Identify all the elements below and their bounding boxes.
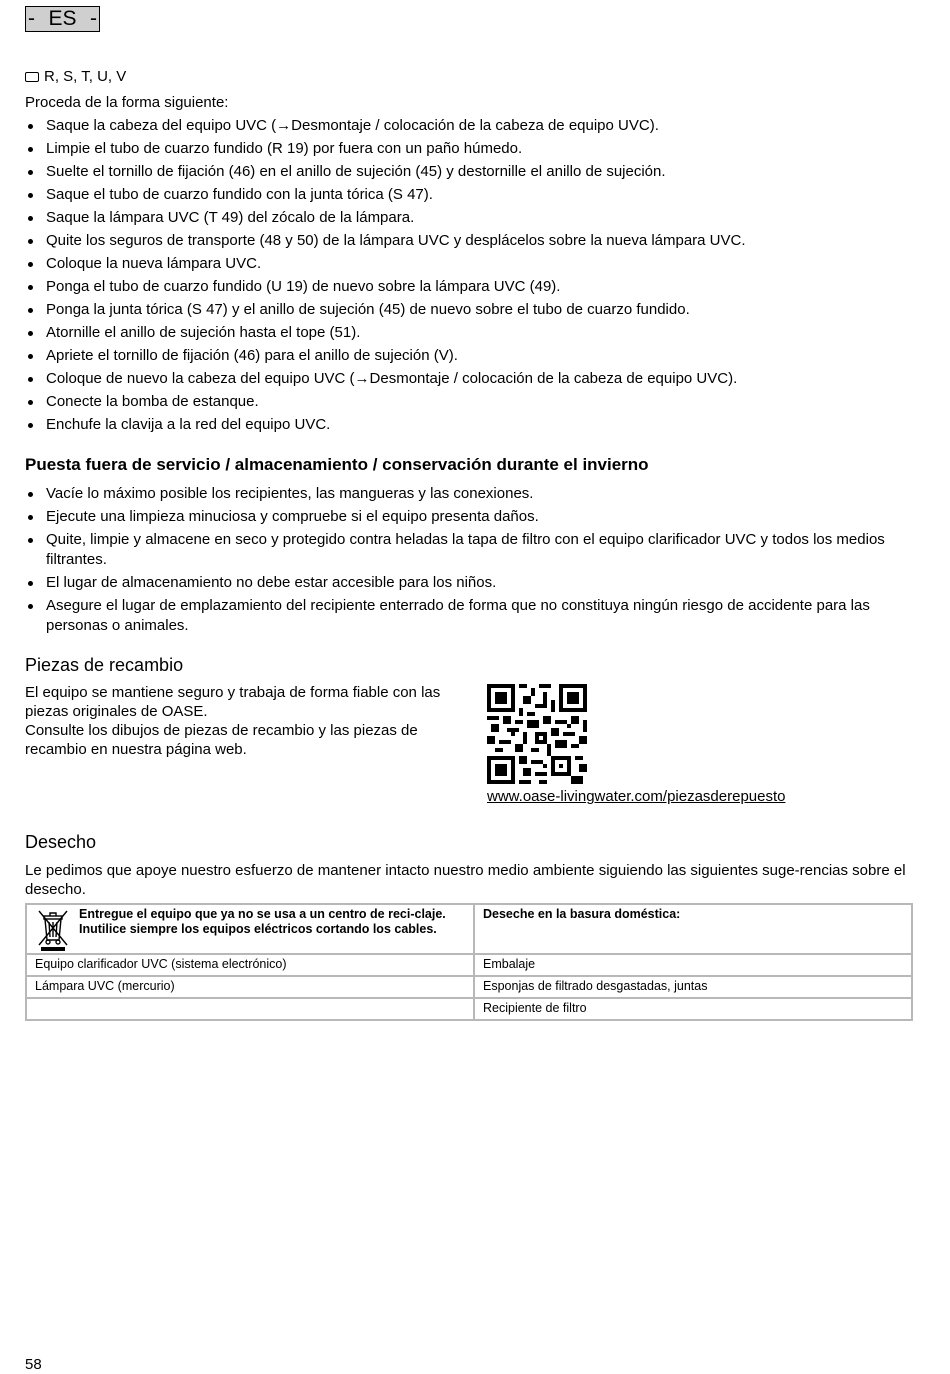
figure-reference xyxy=(25,68,126,85)
table-cell: Equipo clarificador UVC (sistema electrónico) xyxy=(26,954,474,976)
list-item: Ejecute una limpieza minuciosa y compruebe si el equipo presenta daños. xyxy=(25,507,913,527)
list-item: Saque el tubo de cuarzo fundido con la junta tórica (S 47). xyxy=(25,185,913,205)
disposal-table xyxy=(25,903,913,1021)
spare-parts-title: Piezas de recambio xyxy=(25,655,184,675)
disposal-text: Le pedimos que apoye nuestro esfuerzo de mantener intacto nuestro medio ambiente siguiendo las siguientes suge-rencias sobre el desecho. xyxy=(25,862,906,898)
list-item: Limpie el tubo de cuarzo fundido (R 19) por fuera con un paño húmedo. xyxy=(25,139,913,159)
list-item: Coloque la nueva lámpara UVC. xyxy=(25,254,913,274)
table-cell: Lámpara UVC (mercurio) xyxy=(26,976,474,998)
page-number: 58 xyxy=(25,1356,42,1373)
list-item: Conecte la bomba de estanque. xyxy=(25,392,913,412)
list-item: Atornille el anillo de sujeción hasta el tope (51). xyxy=(25,323,913,343)
figure-reference-text: R, S, T, U, V xyxy=(44,68,127,85)
qr-code-icon xyxy=(487,684,587,784)
list-item: Quite los seguros de transporte (48 y 50) de la lámpara UVC y desplácelos sobre la nueva lámpara UVC. xyxy=(25,231,913,251)
list-item: Enchufe la clavija a la red del equipo UVC. xyxy=(25,415,913,435)
spare-parts-link[interactable]: www.oase-livingwater.com/piezasderepuesto xyxy=(487,788,786,805)
language-tag xyxy=(25,6,100,32)
winter-section-title: Puesta fuera de servicio / almacenamiento / conservación durante el invierno xyxy=(25,455,649,474)
list-item: Quite, limpie y almacene en seco y protegido contra heladas la tapa de filtro con el equipo clarificador UVC y todos los medios filtrantes. xyxy=(25,530,913,570)
list-item: El lugar de almacenamiento no debe estar accesible para los niños. xyxy=(25,573,913,593)
figure-icon xyxy=(25,72,39,82)
lang-tag-code: ES xyxy=(48,7,77,30)
table-row xyxy=(26,976,912,998)
procedure-intro: Proceda de la forma siguiente: xyxy=(25,94,229,111)
list-item: Asegure el lugar de emplazamiento del recipiente enterrado de forma que no constituya ningún riesgo de accidente para las personas o animales. xyxy=(25,596,913,636)
table-row xyxy=(26,998,912,1020)
disposal-title: Desecho xyxy=(25,832,97,852)
list-item: Ponga la junta tórica (S 47) y el anillo de sujeción (45) de nuevo sobre el tubo de cuarzo fundido. xyxy=(25,300,913,320)
table-cell: Recipiente de filtro xyxy=(474,998,912,1020)
list-item: Saque la lámpara UVC (T 49) del zócalo de la lámpara. xyxy=(25,208,913,228)
list-item: Saque la cabeza del equipo UVC (→Desmontaje / colocación de la cabeza de equipo UVC). xyxy=(25,116,913,136)
list-item: Suelte el tornillo de fijación (46) en el anillo de sujeción (45) y destornille el anillo de sujeción. xyxy=(25,162,913,182)
crossed-bin-icon xyxy=(33,907,73,951)
winter-steps xyxy=(25,484,913,639)
table-cell xyxy=(26,998,474,1020)
table-header-cell-recycle xyxy=(26,904,474,954)
table-cell: Esponjas de filtrado desgastadas, juntas xyxy=(474,976,912,998)
table-cell: Embalaje xyxy=(474,954,912,976)
list-item: Vacíe lo máximo posible los recipientes, las mangueras y las conexiones. xyxy=(25,484,913,504)
table-row xyxy=(26,954,912,976)
table-row xyxy=(26,904,912,954)
list-item: Coloque de nuevo la cabeza del equipo UVC (→Desmontaje / colocación de la cabeza de equipo UVC). xyxy=(25,369,913,389)
list-item: Apriete el tornillo de fijación (46) para el anillo de sujeción (V). xyxy=(25,346,913,366)
lang-tag-dash-right: - xyxy=(89,7,97,30)
table-header-cell-household: Deseche en la basura doméstica: xyxy=(474,904,912,954)
list-item: Ponga el tubo de cuarzo fundido (U 19) de nuevo sobre la lámpara UVC (49). xyxy=(25,277,913,297)
spare-parts-text-2: Consulte los dibujos de piezas de recambio y las piezas de recambio en nuestra página web. xyxy=(25,722,418,758)
recycle-instruction: Entregue el equipo que ya no se usa a un centro de reci-claje. Inutilice siempre los equipos eléctricos cortando los cables. xyxy=(79,907,446,936)
lang-tag-dash-left: - xyxy=(28,7,35,30)
procedure-steps xyxy=(25,116,913,438)
spare-parts-text-1: El equipo se mantiene seguro y trabaja de forma fiable con las piezas originales de OASE. xyxy=(25,684,441,720)
